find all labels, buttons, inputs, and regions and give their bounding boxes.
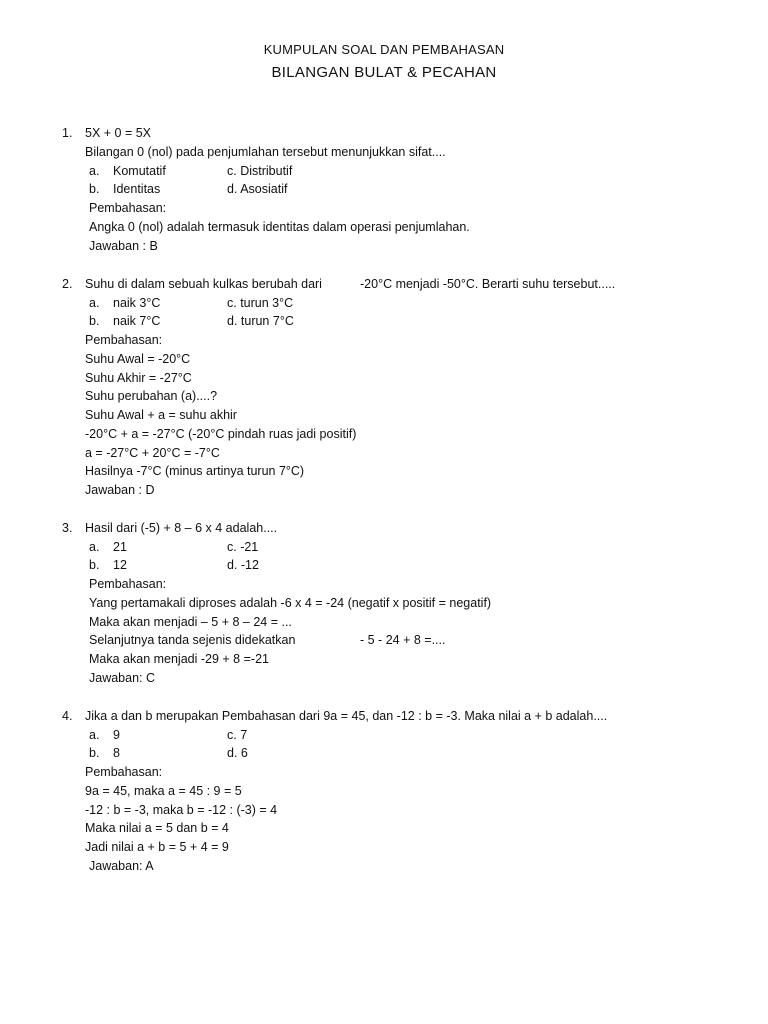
q4-stem-line1: Jika a dan b merupakan Pembahasan dari 9a = 45, dan -12 : b = -3. Maka nilai a + b adalah.... <box>85 709 608 723</box>
q1-option-b-letter: b. <box>89 182 100 196</box>
q4-option-b-letter: b. <box>89 746 100 760</box>
q2-option-d: d. turun 7°C <box>227 314 294 328</box>
q1-option-d: d. Asosiatif <box>227 182 288 196</box>
q3-explanation-line2: Maka akan menjadi – 5 + 8 – 24 = ... <box>89 615 292 629</box>
q1-option-b: Identitas <box>113 182 161 196</box>
doc-title-line2: BILANGAN BULAT & PECAHAN <box>271 64 497 81</box>
q3-explanation-line4: Maka akan menjadi -29 + 8 =-21 <box>89 652 269 666</box>
q4-explanation-line4: Jadi nilai a + b = 5 + 4 = 9 <box>85 840 229 854</box>
q2-stem-part2: -20°C menjadi -50°C. Berarti suhu tersebut..... <box>360 277 616 291</box>
q4-explanation-line3: Maka nilai a = 5 dan b = 4 <box>85 821 229 835</box>
q2-option-a: naik 3°C <box>113 296 161 310</box>
q4-answer: Jawaban: A <box>89 859 154 873</box>
q2-option-b-letter: b. <box>89 314 100 328</box>
q1-number: 1. <box>62 126 73 140</box>
q2-explanation-line5: -20°C + a = -27°C (-20°C pindah ruas jadi positif) <box>85 427 357 441</box>
q2-explanation-line3: Suhu perubahan (a)....? <box>85 389 218 403</box>
q1-explanation-line1: Angka 0 (nol) adalah termasuk identitas dalam operasi penjumlahan. <box>89 220 470 234</box>
q2-answer: Jawaban : D <box>85 483 155 497</box>
q3-option-d: d. -12 <box>227 558 259 572</box>
q4-option-a-letter: a. <box>89 728 100 742</box>
q1-answer: Jawaban : B <box>89 239 158 253</box>
q2-option-c: c. turun 3°C <box>227 296 294 310</box>
q2-number: 2. <box>62 277 73 291</box>
q3-explanation-line1: Yang pertamakali diproses adalah -6 x 4 = -24 (negatif x positif = negatif) <box>89 596 492 610</box>
q3-option-a: 21 <box>113 540 127 554</box>
q2-explanation-line4: Suhu Awal + a = suhu akhir <box>85 408 237 422</box>
q1-option-a-letter: a. <box>89 164 100 178</box>
q3-stem-line1: Hasil dari (-5) + 8 – 6 x 4 adalah.... <box>85 521 278 535</box>
q2-explanation-line6: a = -27°C + 20°C = -7°C <box>85 446 220 460</box>
q2-option-a-letter: a. <box>89 296 100 310</box>
q2-explanation-line2: Suhu Akhir = -27°C <box>85 371 192 385</box>
q1-stem-line1: 5X + 0 = 5X <box>85 126 152 140</box>
q4-option-b: 8 <box>113 746 120 760</box>
q4-option-d: d. 6 <box>227 746 248 760</box>
q2-option-b: naik 7°C <box>113 314 161 328</box>
q1-option-c: c. Distributif <box>227 164 293 178</box>
q2-explanation-line7: Hasilnya -7°C (minus artinya turun 7°C) <box>85 464 305 478</box>
q3-explanation-line3b: - 5 - 24 + 8 =.... <box>360 633 446 647</box>
q1-pembahasan-label: Pembahasan: <box>89 201 167 215</box>
q4-explanation-line1: 9a = 45, maka a = 45 : 9 = 5 <box>85 784 242 798</box>
q2-explanation-line1: Suhu Awal = -20°C <box>85 352 191 366</box>
q3-option-b-letter: b. <box>89 558 100 572</box>
q3-pembahasan-label: Pembahasan: <box>89 577 167 591</box>
q3-option-c: c. -21 <box>227 540 259 554</box>
q4-explanation-line2: -12 : b = -3, maka b = -12 : (-3) = 4 <box>85 803 278 817</box>
q4-option-c: c. 7 <box>227 728 248 742</box>
q2-pembahasan-label: Pembahasan: <box>85 333 163 347</box>
q3-option-b: 12 <box>113 558 127 572</box>
q1-stem-line2: Bilangan 0 (nol) pada penjumlahan tersebut menunjukkan sifat.... <box>85 145 446 159</box>
q4-pembahasan-label: Pembahasan: <box>85 765 163 779</box>
q4-number: 4. <box>62 709 73 723</box>
q3-explanation-line3a: Selanjutnya tanda sejenis didekatkan <box>89 633 296 647</box>
doc-title-line1: KUMPULAN SOAL DAN PEMBAHASAN <box>263 42 505 57</box>
q3-number: 3. <box>62 521 73 535</box>
q3-option-a-letter: a. <box>89 540 100 554</box>
q1-option-a: Komutatif <box>113 164 166 178</box>
q3-answer: Jawaban: C <box>89 671 156 685</box>
q2-stem-part1: Suhu di dalam sebuah kulkas berubah dari <box>85 277 322 291</box>
q4-option-a: 9 <box>113 728 120 742</box>
